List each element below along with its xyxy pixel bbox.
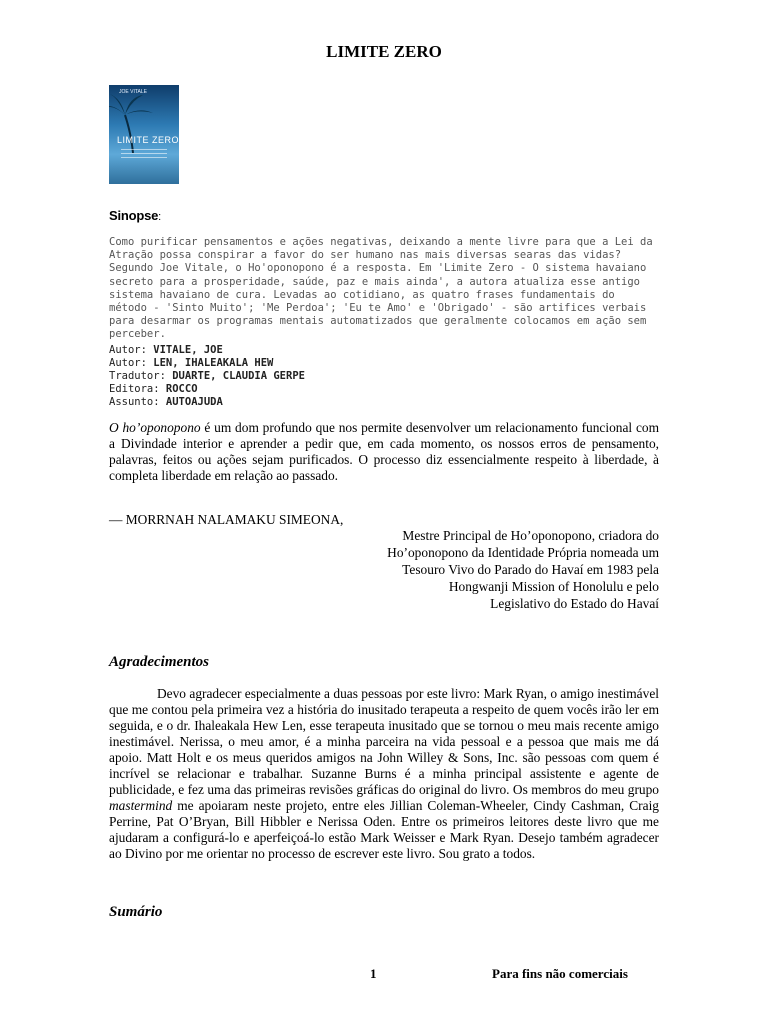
intro-term: O ho’oponopono (109, 420, 201, 435)
meta-row-publisher: Editora: ROCCO (109, 383, 198, 395)
meta-row-author-2: Autor: LEN, IHALEAKALA HEW (109, 357, 274, 369)
cover-author: JOE VITALE (119, 89, 147, 95)
cover-subtitle-lines (121, 149, 167, 161)
intro-paragraph: O ho’oponopono é um dom profundo que nos permite desenvolver um relacionamento funcional com a Divindade interior e aprender a pedir que, em cada momento, os nossos erros de pensamento, palavras, feitos ou ações sejam purificados. O processo diz essencialmente respeito à liberdade, à completa liberdade em relação ao passado. (109, 420, 659, 483)
footer-note: Para fins não comerciais (492, 966, 628, 981)
meta-row-author-1: Autor: VITALE, JOE (109, 344, 223, 356)
sinopse-label: Sinopse: (109, 208, 162, 223)
agradecimentos-paragraph: Devo agradecer especialmente a duas pessoas por este livro: Mark Ryan, o amigo inestimável que me contou pela primeira vez a história do inusitado terapeuta a respeito de quem vocês irão ler em seguida, e o dr. Ihaleakala Hew Len, esse terapeuta inusitado que se tornou o meu mais recente amigo inestimável. Nerissa, o meu amor, é a minha parceira na vida pessoal e a pessoa que mais me dá apoio. Matt Holt e os meus queridos amigos na John Willey & Sons, Inc. são pessoas com quem é incrível se relacionar e trabalhar. Suzanne Burns é a minha principal assistente e agente de publicidade, e fez uma das primeiras revisões gráficas do original do livro. Os membros do meu grupo mastermind me apoiaram neste projeto, entre eles Jillian Coleman-Wheeler, Cindy Cashman, Craig Perrine, Pat O’Bryan, Bill Hibbler e Nerissa Oden. Entre os primeiros leitores deste livro que me ajudaram a configurá-lo e aperfeiçoá-lo estão Mark Weisser e Mark Ryan. Desejo também agradecer ao Divino por me orientar no processo de escrever este livro. Sou grato a todos. (109, 686, 659, 861)
document-title: LIMITE ZERO (326, 42, 442, 61)
page-number: 1 (370, 966, 377, 981)
book-cover-image (109, 85, 179, 184)
agradecimentos-heading: Agradecimentos (109, 654, 209, 670)
meta-row-subject: Assunto: AUTOAJUDA (109, 396, 223, 408)
sinopse-text: Como purificar pensamentos e ações negativas, deixando a mente livre para que a Lei da Atração possa conspirar a favor do ser humano nas mais diversas searas das vidas? Segundo Joe Vitale, o Ho'oponopono é a resposta. Em 'Limite Zero - O sistema havaiano secreto para a prosperidade, saúde, paz e mais ainda', a autora atualiza esse antigo sistema havaiano de cura. Levadas ao cotidiano, as quatro frases fundamentais do método - 'Sinto Muito'; 'Me Perdoa'; 'Eu te Amo' e 'Obrigado' - são artifices verbais para desarmar os programas mentais automatizados que geralmente colocamos em ação sem perceber. (109, 236, 653, 341)
quote-author: — MORRNAH NALAMAKU SIMEONA, (109, 512, 344, 527)
sumario-heading: Sumário (109, 904, 163, 920)
cover-title: LIMITE ZERO (117, 135, 179, 145)
meta-row-translator: Tradutor: DUARTE, CLAUDIA GERPE (109, 370, 305, 382)
book-metadata (109, 344, 305, 409)
quote-attribution: Mestre Principal de Ho’oponopono, criadora do Ho’oponopono da Identidade Própria nomeada um Tesouro Vivo do Parado do Havaí em 1983 pela Hongwanji Mission of Honolulu e pelo Legislativo do Estado do Havaí (387, 528, 659, 611)
